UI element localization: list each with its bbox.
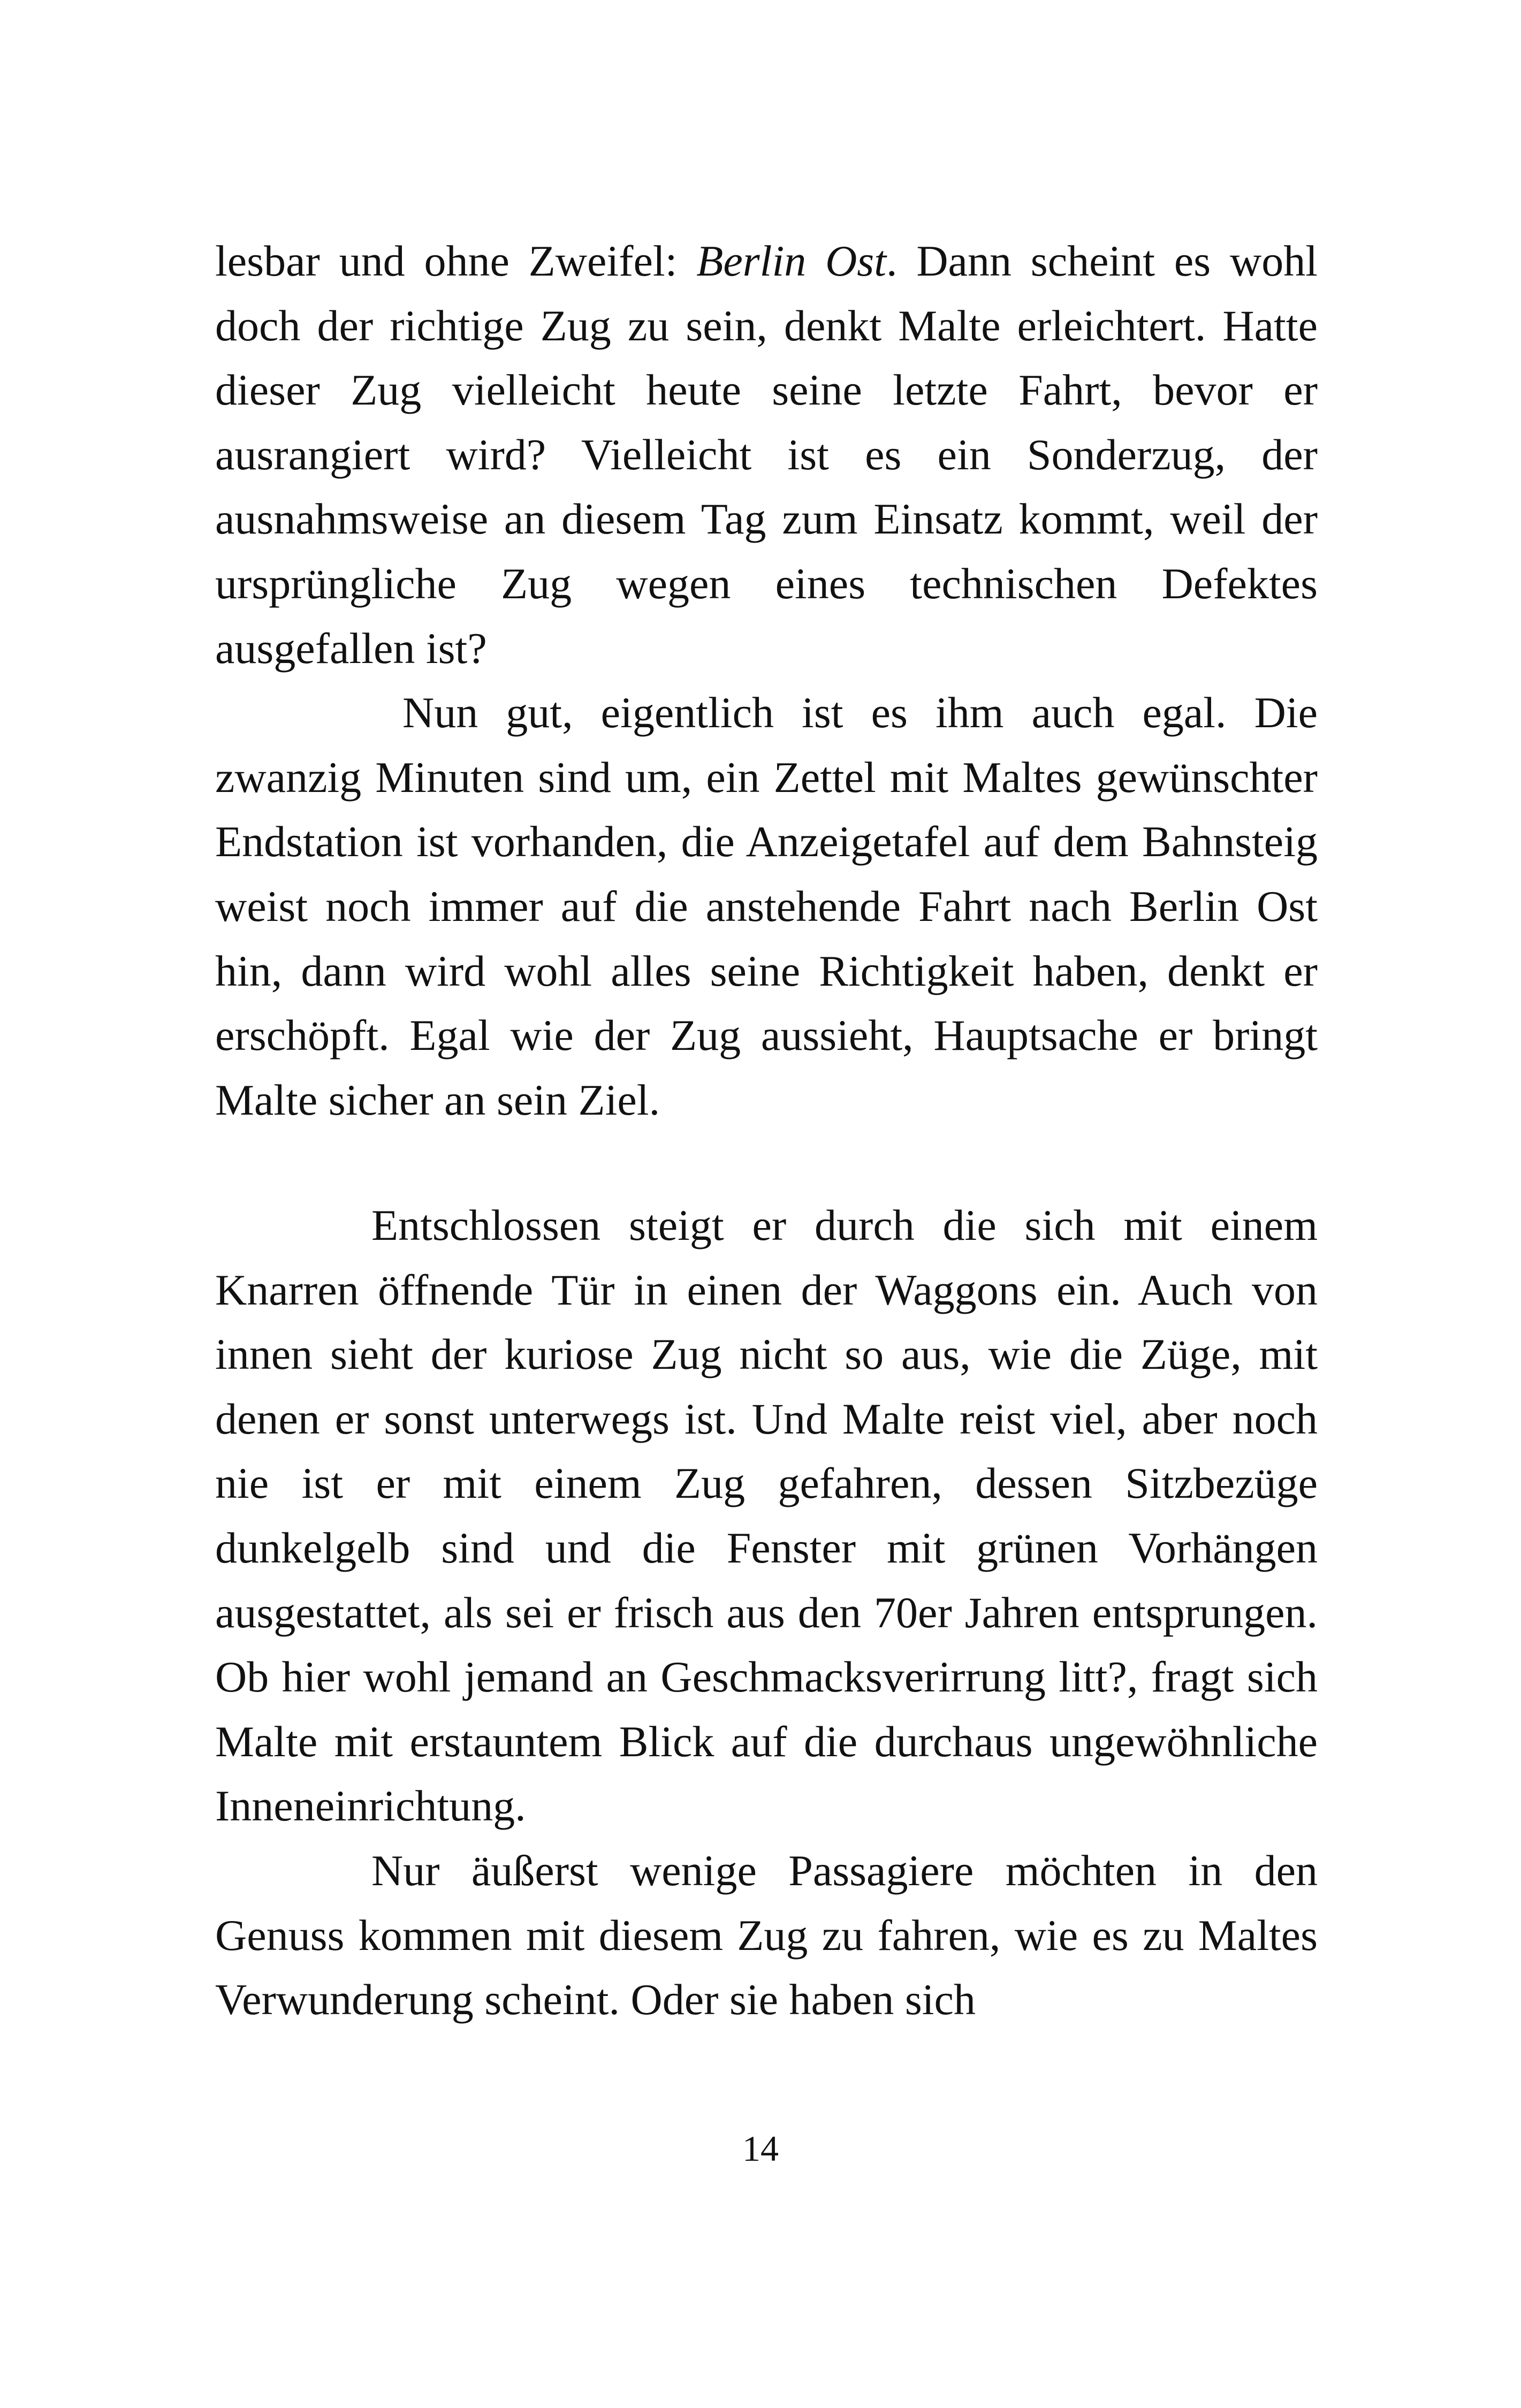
- paragraph-last: Nur äußerst wenige Passagiere möchten in den Genuss kommen mit diesem Zug zu fahren, wie es zu Maltes Verwunderung scheint. Oder sie haben sich: [215, 1846, 1318, 2024]
- text-block-bottom: [215, 1193, 1318, 2032]
- paragraph-text-end: . Dann scheint es wohl doch der richtige Zug zu sein, denkt Malte erleichtert. Hatte dieser Zug vielleicht heute seine letzte Fahrt, bevor er ausrangiert wird? Vielleicht ist es ein Sonderzug, der ausnahmsweise an diesem Tag zum Einsatz kommt, weil der ursprüngliche Zug wegen eines technischen Defektes ausgefallen ist?: [215, 237, 1318, 673]
- paragraph-continuation: [215, 229, 1318, 681]
- paragraph: Nun gut, eigentlich ist es ihm auch egal. Die zwanzig Minuten sind um, ein Zettel mit Maltes gewünschter Endstation ist vorhanden, die Anzeigetafel auf dem Bahnsteig weist noch immer auf die anstehende Fahrt nach Berlin Ost hin, dann wird wohl alles seine Richtigkeit haben, denkt er erschöpft. Egal wie der Zug aussieht, Hauptsache er bringt Malte sicher an sein Ziel.: [215, 688, 1318, 1124]
- text-block-top: [215, 229, 1318, 1132]
- paragraph-text-start: lesbar und ohne Zweifel:: [215, 237, 697, 285]
- paragraph: Entschlossen steigt er durch die sich mit einem Knarren öffnende Tür in einen der Waggons ein. Auch von innen sieht der kuriose Zug nicht so aus, wie die Züge, mit denen er sonst unterwegs ist. Und Malte reist viel, aber noch nie ist er mit einem Zug gefahren, dessen Sitzbezüge dunkelgelb sind und die Fenster mit grünen Vorhängen ausgestattet, als sei er frisch aus den 70er Jahren entsprungen. Ob hier wohl jemand an Geschmacksverirrung litt?, fragt sich Malte mit erstauntem Blick auf die durchaus ungewöhnliche Inneneinrichtung.: [215, 1201, 1318, 1831]
- page-number: 14: [742, 2128, 779, 2169]
- italic-destination: Berlin Ost: [696, 237, 886, 285]
